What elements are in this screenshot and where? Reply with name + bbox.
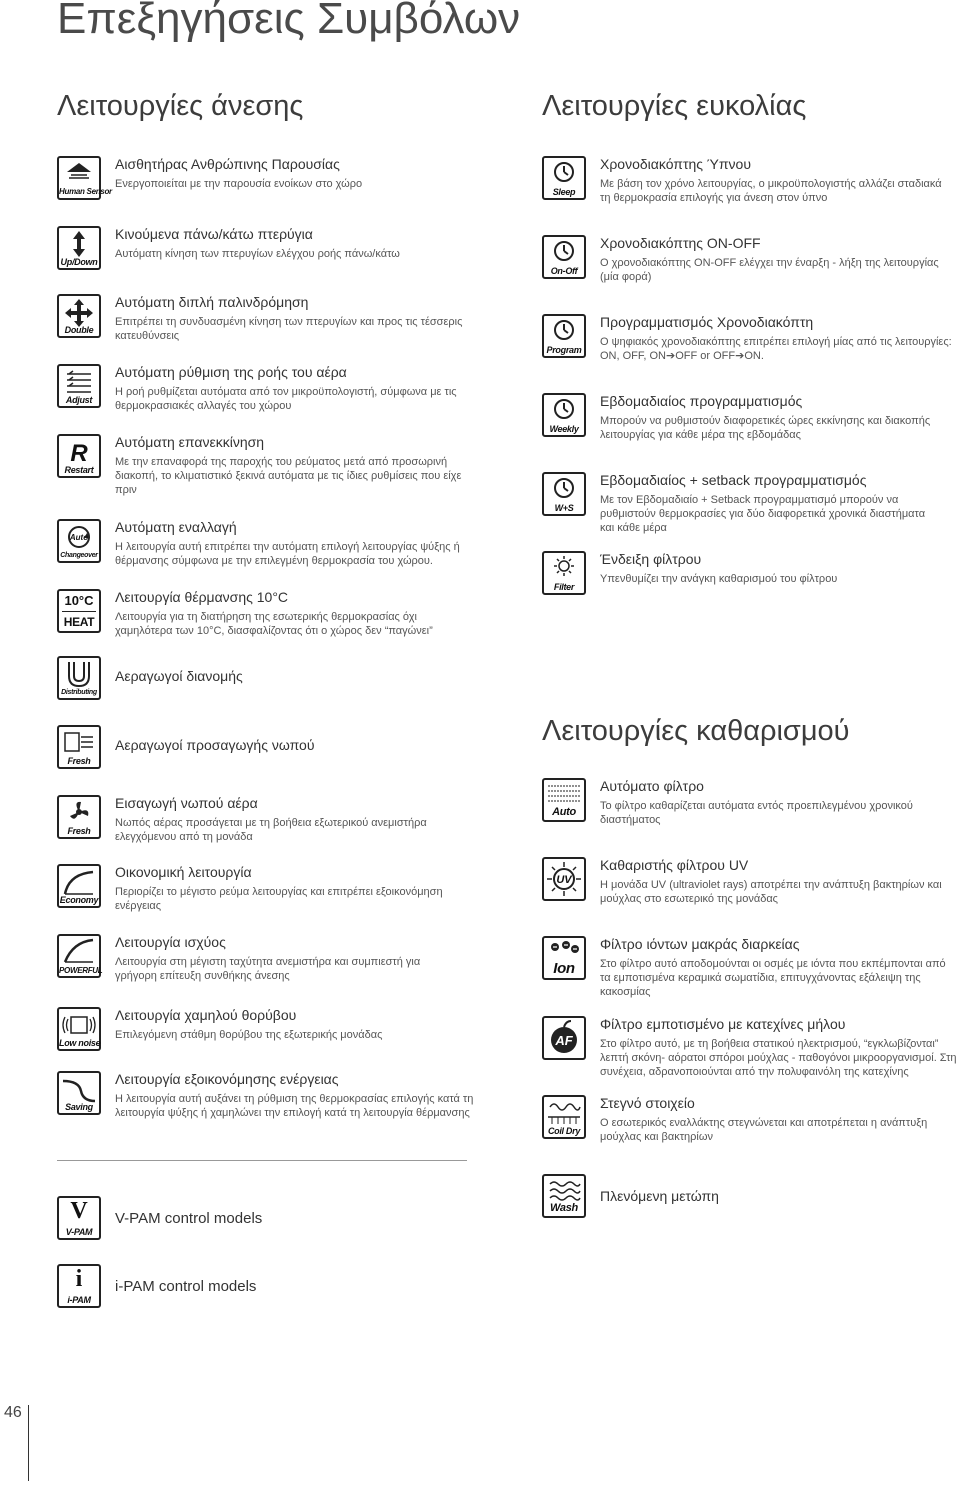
feature-title: Οικονομική λειτουργία [115,864,252,880]
saving-icon: Saving [57,1071,101,1115]
program-timer-icon: Program [542,314,586,358]
svg-text:R: R [70,440,88,467]
feature-title: Χρονοδιακόπτης ON-OFF [600,235,761,251]
updown-arrows-icon: Up/Down [57,226,101,270]
feature-desc: Λειτουργία στη μέγιστη ταχύτητα ανεμιστήρα και συμπιεστή για γρήγορη επίτευξη συνθήκης άνεσης [115,956,421,982]
page-number-rule [28,1405,29,1481]
section-title-convenience: Λειτουργίες ευκολίας [542,90,807,122]
svg-text:AF: AF [555,1033,573,1048]
feature-title: Καθαριστής φίλτρου UV [600,857,749,873]
feature-title: Αεραγωγοί διανομής [115,668,243,684]
svg-text:Auto: Auto [69,533,89,542]
human-sensor-icon: Human Sensor [57,156,101,200]
heat-10c-icon: 10°C HEAT [57,589,101,633]
section-divider [57,1160,467,1161]
feature-title: Φίλτρο ιόντων μακράς διαρκείας [600,936,800,952]
washable-panel-icon: Wash [542,1174,586,1218]
economy-icon: Economy [57,864,101,908]
vpam-icon: V V-PAM [57,1196,101,1240]
page-title: Επεξηγήσεις Συμβόλων [57,0,521,43]
feature-title: Αυτόματη επανεκκίνηση [115,434,265,450]
onoff-timer-icon: On-Off [542,235,586,279]
feature-title: Φίλτρο εμποτισμένο με κατεχίνες μήλου [600,1016,846,1032]
feature-title: Αισθητήρας Ανθρώπινης Παρουσίας [115,156,340,172]
ipam-icon: i i-PAM [57,1264,101,1308]
feature-desc: Ο εσωτερικός εναλλάκτης στεγνώνεται και αποτρέπεται η ανάπτυξη μούχλας και βακτηρίων [600,1117,928,1143]
coil-dry-icon: Coil Dry [542,1095,586,1139]
feature-desc: Υπενθυμίζει την ανάγκη καθαρισμού του φίλτρου [600,573,838,585]
low-noise-icon: Low noise [57,1007,101,1051]
feature-title: Αυτόματη εναλλαγή [115,519,237,535]
feature-desc: Με την επαναφορά της παροχής του ρεύματος μετά από προσωρινή διακοπή, το κλιματιστικό ξεκινά αυτόματα με τις ίδιες ρυθμίσεις που είχε πριν [115,456,462,496]
feature-desc: Με τον Εβδομαδιαίο + Setback προγραμματισμό μπορούν να ρυθμιστούν θερμοκρασίες για δύο διαφορετικά χρονικά διαστήματα και κάθε μέρα [600,494,926,534]
feature-desc: Στο φίλτρο αυτό, με τη βοήθεια στατικού ηλεκτρισμού, “εγκλωβίζονται” λεπτή σκόνη- αόρατοι σπόροι μούχλας - παθογόνοι μικροοργανισμοί. Στη συνέχεια, αδρανοποιούνται από την πολυφαινόλη της κατεχίνης [600,1038,957,1078]
feature-desc: Επιλεγόμενη στάθμη θορύβου της εξωτερικής μονάδας [115,1029,383,1041]
sleep-timer-icon: Sleep [542,156,586,200]
feature-title: Εισαγωγή νωπού αέρα [115,795,258,811]
page-number: 46 [4,1404,22,1421]
weekly-setback-timer-icon: W+S [542,472,586,516]
feature-title: Αυτόματη ρύθμιση της ροής του αέρα [115,364,347,380]
weekly-timer-icon: Weekly [542,393,586,437]
auto-filter-icon: Auto [542,778,586,822]
feature-desc: Επιτρέπει τη συνδυασμένη κίνηση των πτερυγίων και προς τις τέσσερις κατευθύνσεις [115,316,463,342]
feature-desc: Η μονάδα UV (ultraviolet rays) αποτρέπει την ανάπτυξη βακτηρίων και μούχλας στο εσωτερικό της μονάδας [600,879,942,905]
uv-cleaner-icon [542,857,586,901]
feature-title: Κινούμενα πάνω/κάτω πτερύγια [115,226,313,242]
feature-desc: Η ροή ρυθμίζεται αυτόματα από τον μικροϋπολογιστή, σύμφωνα με τις θερμοκρασιακές αλλαγές του χώρου [115,386,457,412]
restart-icon: R Restart [57,434,101,478]
feature-title: Αεραγωγοί προσαγωγής νωπού [115,737,315,753]
section-title-comfort: Λειτουργίες άνεσης [57,90,304,122]
feature-desc: Περιορίζει το μέγιστο ρεύμα λειτουργίας και επιτρέπει εξοικονόμηση ενέργειας [115,886,443,912]
feature-desc: Ο χρονοδιακόπτης ON-OFF ελέγχει την έναρξη - λήξη της λειτουργίας (μία φορά) [600,257,939,283]
section-title-cleaning: Λειτουργίες καθαρισμού [542,715,850,747]
feature-title: V-PAM control models [115,1210,263,1227]
feature-title: Στεγνό στοιχείο [600,1095,695,1111]
feature-desc: Με βάση τον χρόνο λειτουργίας, ο μικροϋπολογιστής αλλάζει σταδιακά τη θερμοκρασία επιλογής για άνεση στον ύπνο [600,178,942,204]
feature-desc: Αυτόματη κίνηση των πτερυγίων ελέγχου ροής πάνω/κάτω [115,248,400,260]
feature-title: Λειτουργία εξοικονόμησης ενέργειας [115,1071,339,1087]
feature-title: Χρονοδιακόπτης Ύπνου [600,156,751,172]
feature-desc: Η λειτουργία αυτή επιτρέπει την αυτόματη επιλογή λειτουργίας ψύξης ή θέρμανσης σύμφωνα με την επιλεγμένη θερμοκρασία του χώρου. [115,541,460,567]
feature-title: Λειτουργία θέρμανσης 10°C [115,589,289,605]
feature-desc: Λειτουργία για τη διατήρηση της εσωτερικής θερμοκρασίας όχι χαμηλότερα των 10°C, διασφαλίζοντας ότι ο χώρος δεν “παγώνει” [115,611,433,637]
feature-title: Εβδομαδιαίος προγραμματισμός [600,393,803,409]
feature-title: Προγραμματισμός Χρονοδιακόπτη [600,314,814,330]
feature-title: Ένδειξη φίλτρου [600,551,702,567]
ion-filter-icon: Ion [542,936,586,980]
fresh-air-fan-icon: Fresh [57,795,101,839]
feature-desc: Στο φίλτρο αυτό αποδομούνται οι οσμές με ιόντα που εκπέμπονται από τα εμποτισμένα κεραμικά σωματίδια, επιτυγχάνοντας εξάλειψη της κακοσμίας [600,958,946,998]
feature-desc: Ενεργοποιείται με την παρουσία ενοίκων στο χώρο [115,178,363,190]
double-swing-icon: Double [57,294,101,338]
adjust-airflow-icon: Adjust [57,364,101,408]
powerful-icon: POWERFUL [57,934,101,978]
apple-catechin-filter-icon [542,1016,586,1060]
fresh-air-duct-icon: Fresh [57,725,101,769]
distributing-duct-icon: Distributing [57,656,101,700]
feature-title: Αυτόματο φίλτρο [600,778,704,794]
feature-title: Λειτουργία ισχύος [115,934,226,950]
feature-title: Εβδομαδιαίος + setback προγραμματισμός [600,472,867,488]
feature-desc: Το φίλτρο καθαρίζεται αυτόματα εντός προεπιλεγμένου χρονικού διαστήματος [600,800,913,826]
svg-text:UV: UV [556,874,572,886]
feature-title: Λειτουργία χαμηλού θορύβου [115,1007,297,1023]
changeover-icon: Auto Changeover [57,519,101,563]
feature-title: Αυτόματη διπλή παλινδρόμηση [115,294,309,310]
feature-title: Πλενόμενη μετώπη [600,1188,719,1204]
feature-desc: Νωπός αέρας προσάγεται με τη βοήθεια εξωτερικού ανεμιστήρα ελεγχόμενου από τη μονάδα [115,817,427,843]
feature-title: i-PAM control models [115,1278,257,1295]
filter-sign-icon: Filter [542,551,586,595]
feature-desc: Η λειτουργία αυτή αυξάνει τη ρύθμιση της θερμοκρασίας επιλογής κατά τη λειτουργία ψύξης ή χαμηλώνει την επιλογή κατά τη λειτουργία θέρμανσης [115,1093,474,1119]
feature-desc: Ο ψηφιακός χρονοδιακόπτης επιτρέπει επιλογή μίας από τις λειτουργίες: ON, OFF, ON➔OFF or OFF➔ON. [600,336,952,362]
feature-desc: Μπορούν να ρυθμιστούν διαφορετικές ώρες εκκίνησης και διακοπής λειτουργίας για κάθε μέρα της εβδομάδας [600,415,931,441]
